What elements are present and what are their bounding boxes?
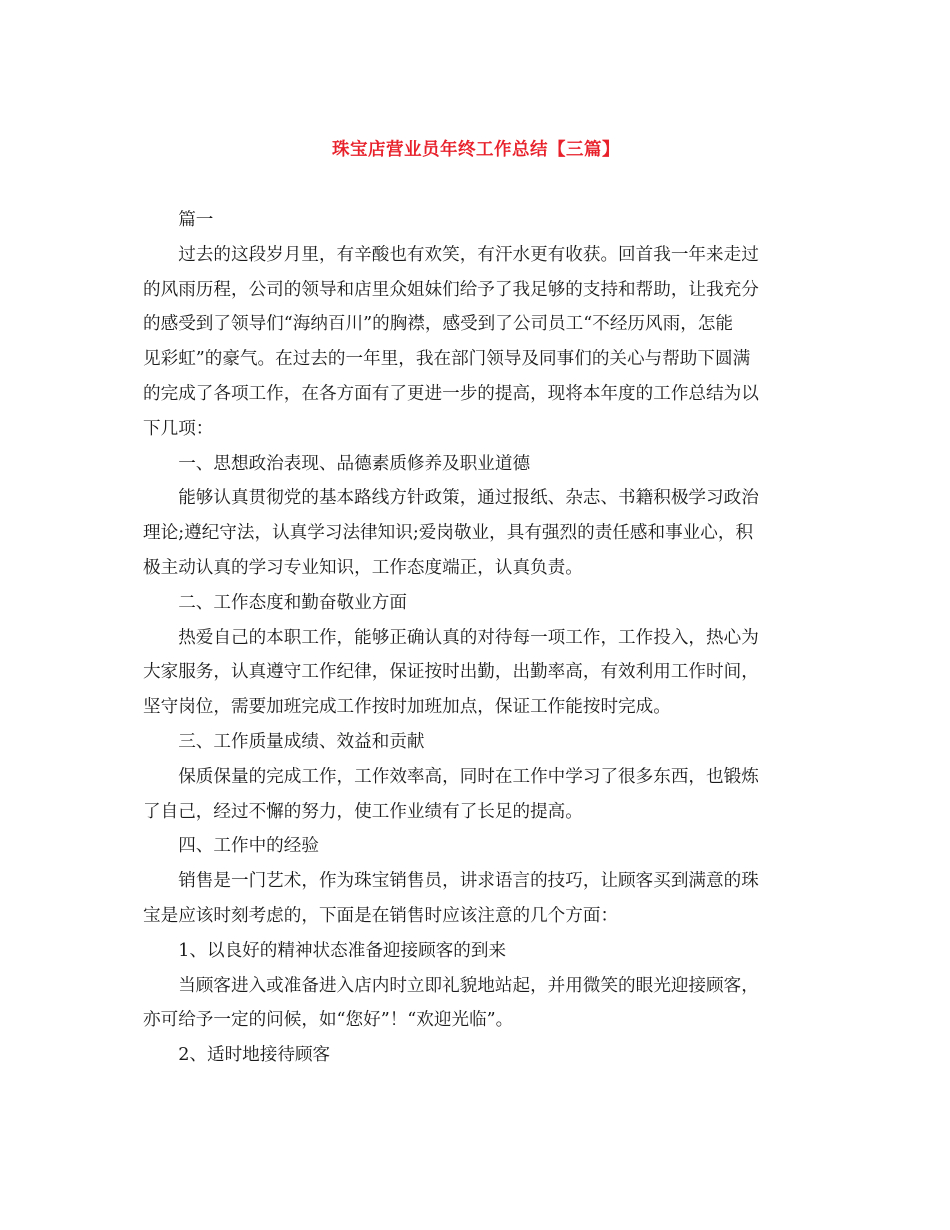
heading-1: 一、思想政治表现、品德素质修养及职业道德 xyxy=(178,453,531,474)
subheading-2: 2、适时地接待顾客 xyxy=(178,1045,331,1066)
document-body xyxy=(143,203,809,1073)
paragraph-2: 热爱自己的本职工作，能够正确认真的对待每一项工作，工作投入，热心为 大家服务，认真遵守工作纪律，保证按时出勤，出勤率高，有效利用工作时间， 坚守岗位，需要加班完成工作按时加班加点，保证工作能按时完成。 xyxy=(143,627,759,718)
heading-2: 二、工作态度和勤奋敬业方面 xyxy=(178,592,407,613)
paragraph-3: 保质保量的完成工作，工作效率高，同时在工作中学习了很多东西，也锻炼 了自己，经过不懈的努力，使工作业绩有了长足的提高。 xyxy=(143,766,759,822)
heading-4: 四、工作中的经验 xyxy=(178,836,319,857)
paragraph-1: 能够认真贯彻党的基本路线方针政策，通过报纸、杂志、书籍积极学习政治 理论;遵纪守法，认真学习法律知识;爱岗敬业，具有强烈的责任感和事业心，积 极主动认真的学习专业知识，工作态度端正，认真负责。 xyxy=(143,488,759,578)
paragraph-intro: 过去的这段岁月里，有辛酸也有欢笑，有汗水更有收获。回首我一年来走过 的风雨历程，公司的领导和店里众姐妹们给予了我足够的支持和帮助，让我充分 的感受到了领导们“海纳百川”的胸襟，感受到了公司员工“不经历风雨，怎能 见彩虹”的豪气。在过去的一年里，我在部门领导及同事们的关心与帮助下圆满 的完成了各项工作，在各方面有了更进一步的提高，现将本年度的工作总结为以 下几项： xyxy=(143,244,759,439)
document-title: 珠宝店营业员年终工作总结【三篇】 xyxy=(332,140,620,160)
paragraph-4: 销售是一门艺术，作为珠宝销售员，讲求语言的技巧，让顾客买到满意的珠 宝是应该时刻考虑的，下面是在销售时应该注意的几个方面： xyxy=(143,871,759,926)
paragraph-section-label: 篇一 xyxy=(178,210,214,230)
paragraph-5: 当顾客进入或准备进入店内时立即礼貌地站起，并用微笑的眼光迎接顾客， 亦可给予一定的问候，如“您好”！“欢迎光临”。 xyxy=(143,975,759,1031)
heading-3: 三、工作质量成绩、效益和贡献 xyxy=(178,731,425,752)
subheading-1: 1、以良好的精神状态准备迎接顾客的到来 xyxy=(178,940,507,961)
